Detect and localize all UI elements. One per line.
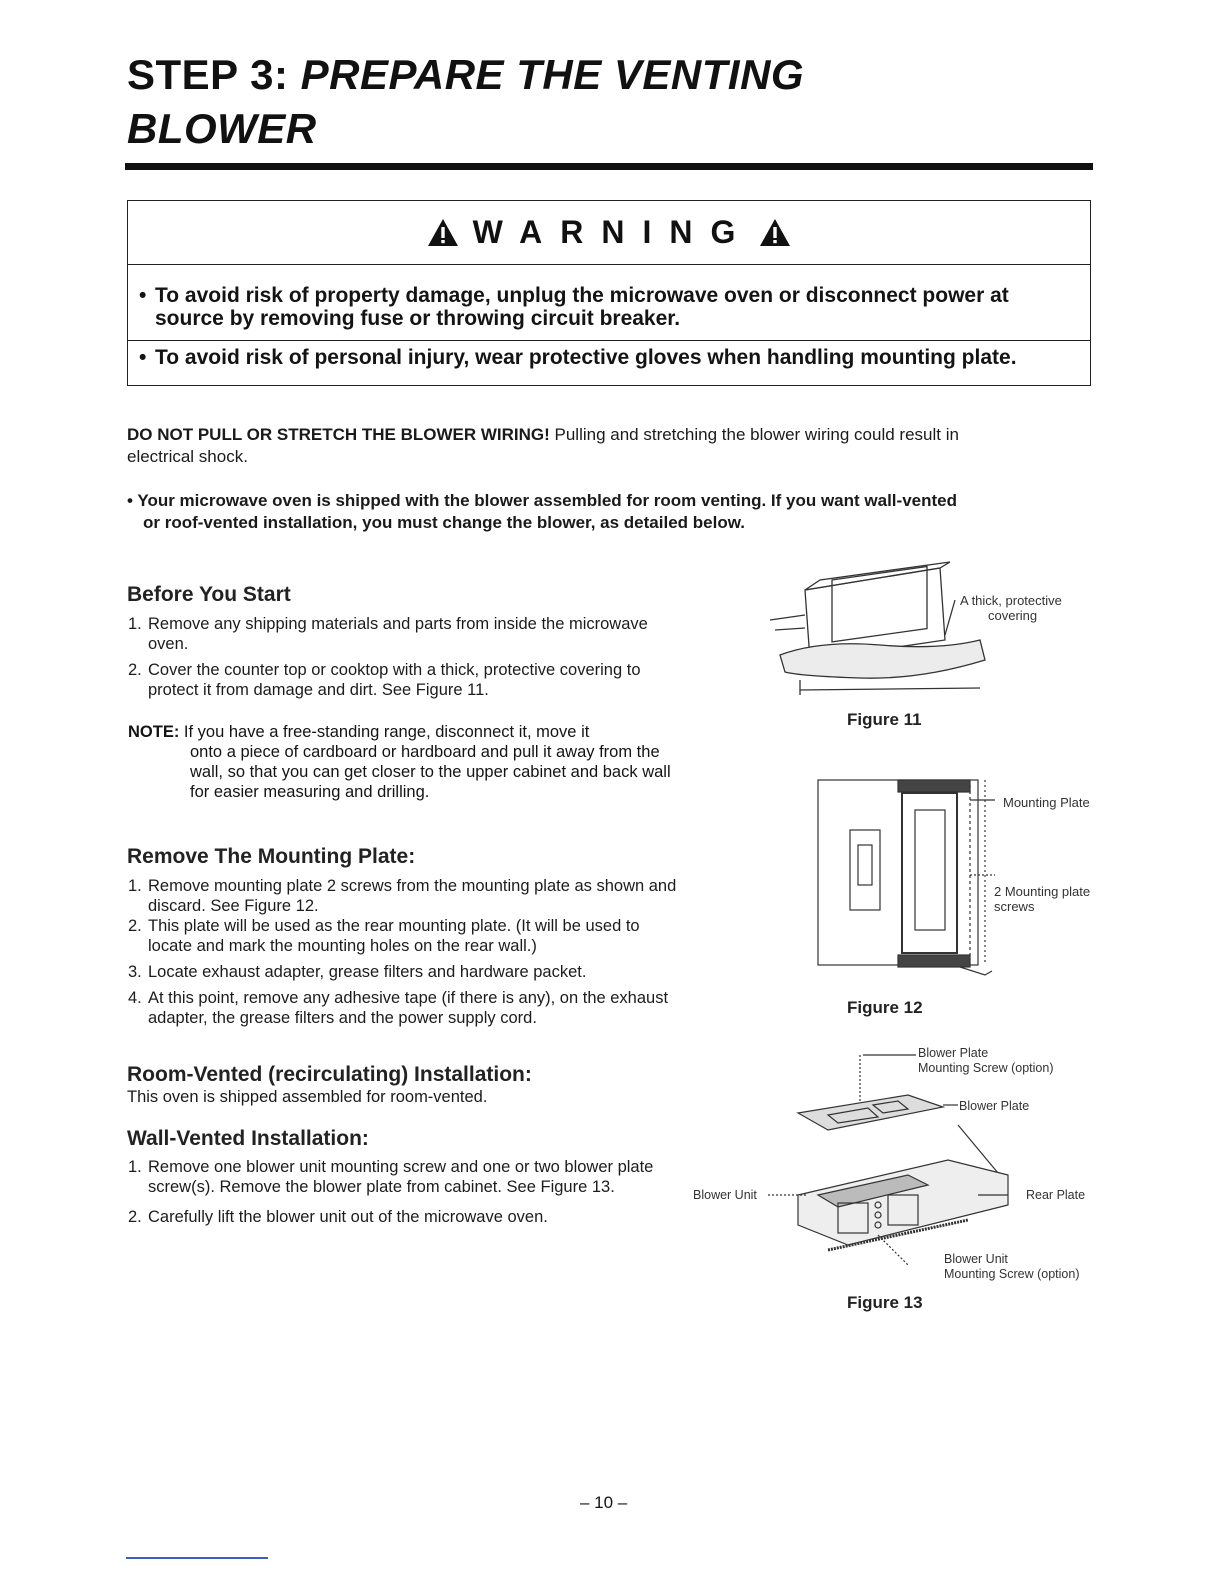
title-rule: [125, 163, 1093, 170]
caution-text-line2: electrical shock.: [127, 447, 248, 466]
range-note: [128, 722, 688, 802]
bp-screw-line1: Blower Plate: [918, 1046, 989, 1060]
item-text: Carefully lift the blower unit out of the microwave oven.: [148, 1208, 548, 1226]
bu-screw-line1: Blower Unit: [944, 1252, 1008, 1266]
item-number: 1.: [128, 1158, 142, 1176]
wall-vented-list: [128, 1157, 673, 1233]
blower-unit-screw-label: [944, 1252, 1079, 1282]
title-step: STEP 3:: [127, 51, 301, 98]
caution-lead: DO NOT PULL OR STRETCH THE BLOWER WIRING!: [127, 425, 550, 444]
before-start-list: [128, 614, 688, 706]
item-number: 1.: [128, 877, 142, 895]
blower-unit-label: Blower Unit: [693, 1188, 757, 1202]
page-title: [127, 48, 1087, 156]
figure-12-caption: Figure 12: [847, 998, 923, 1017]
warning-header: [128, 201, 1090, 265]
item-number: 2.: [128, 1208, 142, 1226]
item-text: Remove any shipping materials and parts from inside the microwave oven.: [148, 615, 648, 653]
shipping-note-line2: or roof-vented installation, you must change the blower, as detailed below.: [143, 513, 746, 532]
warning-item-1: [128, 284, 1090, 341]
covering-label-line2: covering: [988, 608, 1038, 623]
warning-heading: WARNING: [472, 214, 754, 250]
warning-item-1-line2: source by removing fuse or throwing circuit breaker.: [155, 307, 681, 330]
item-number: 1.: [128, 615, 142, 633]
figure-11-illustration: [760, 560, 990, 695]
covering-label-line1: A thick, protective: [960, 593, 1062, 608]
figure-11-caption: Figure 11: [847, 710, 922, 729]
mounting-screws-label: [994, 884, 1090, 914]
item-text: Cover the counter top or cooktop with a thick, protective covering to protect it from damage and dirt. See Figure 11.: [148, 661, 641, 699]
section-heading-room-vented: Room-Vented (recirculating) Installation:: [127, 1063, 532, 1086]
item-text: At this point, remove any adhesive tape (if there is any), on the exhaust adapter, the grease filters and the power supply cord.: [148, 989, 669, 1027]
list-item: [128, 614, 688, 654]
note-label: NOTE:: [128, 723, 180, 741]
title-line2: BLOWER: [127, 105, 317, 152]
bullet-icon: •: [139, 284, 147, 307]
figure-11-label: [960, 593, 1062, 623]
section-heading-wall-vented: Wall-Vented Installation:: [127, 1127, 369, 1150]
screws-label-line1: 2 Mounting plate: [994, 884, 1091, 899]
note-rest: onto a piece of cardboard or hardboard and pull it away from the wall, so that you can get closer to the upper cabinet and back wall for easier measuring and drilling.: [190, 743, 671, 801]
item-text: Locate exhaust adapter, grease filters and hardware packet.: [148, 963, 587, 981]
item-number: 3.: [128, 963, 142, 981]
screws-label-line2: screws: [994, 899, 1035, 914]
rear-plate-label: Rear Plate: [1026, 1188, 1086, 1202]
mounting-plate-label: Mounting Plate: [1003, 795, 1090, 810]
list-item: [128, 1207, 673, 1227]
item-text: This plate will be used as the rear mounting plate. (It will be used to locate and mark the mounting holes on the rear wall.): [148, 917, 640, 955]
section-heading-before-start: Before You Start: [127, 583, 291, 606]
warning-triangle-icon: [759, 218, 791, 247]
list-item: [128, 916, 688, 956]
blower-plate-label: Blower Plate: [959, 1099, 1030, 1113]
list-item: [128, 1157, 673, 1197]
figure-12-illustration: [810, 775, 1000, 985]
section-heading-remove-plate: Remove The Mounting Plate:: [127, 845, 416, 868]
footer-link-underline: [126, 1557, 268, 1559]
list-item: [128, 962, 688, 982]
bu-screw-line2: Mounting Screw (option): [944, 1267, 1080, 1281]
bullet-icon: •: [127, 491, 138, 510]
list-item: [128, 988, 688, 1028]
bp-screw-line2: Mounting Screw (option): [918, 1061, 1054, 1075]
blower-wiring-caution: [127, 424, 1077, 468]
warning-item-1-line1: To avoid risk of property damage, unplug the microwave oven or disconnect power at: [155, 284, 1009, 307]
shipping-note-line1: Your microwave oven is shipped with the blower assembled for room venting. If you want wall-vented: [137, 491, 957, 510]
warning-item-2-text: To avoid risk of personal injury, wear protective gloves when handling mounting plate.: [155, 346, 1017, 369]
note-first-line: If you have a free-standing range, disconnect it, move it: [179, 723, 590, 741]
list-item: [128, 876, 688, 916]
list-item: [128, 660, 688, 700]
item-number: 2.: [128, 917, 142, 935]
item-text: Remove mounting plate 2 screws from the mounting plate as shown and discard. See Figure 12.: [148, 877, 677, 915]
room-vented-text: This oven is shipped assembled for room-vented.: [127, 1088, 488, 1106]
item-number: 2.: [128, 661, 142, 679]
page-number: – 10 –: [580, 1493, 628, 1512]
warning-triangle-icon: [427, 218, 459, 247]
item-text: Remove one blower unit mounting screw and one or two blower plate screw(s). Remove the blower plate from cabinet. See Figure 13.: [148, 1158, 654, 1196]
figure-13-illustration: [768, 1045, 1028, 1275]
bullet-icon: •: [139, 346, 147, 369]
item-number: 4.: [128, 989, 142, 1007]
blower-plate-screw-label: [918, 1046, 1053, 1076]
shipping-note: [127, 490, 1077, 534]
warning-box: [127, 200, 1091, 386]
caution-text: Pulling and stretching the blower wiring could result in: [549, 425, 959, 444]
remove-plate-list: [128, 876, 688, 1034]
title-line1: PREPARE THE VENTING: [300, 51, 805, 98]
figure-13-caption: Figure 13: [847, 1293, 923, 1312]
warning-item-2: [128, 346, 1090, 369]
